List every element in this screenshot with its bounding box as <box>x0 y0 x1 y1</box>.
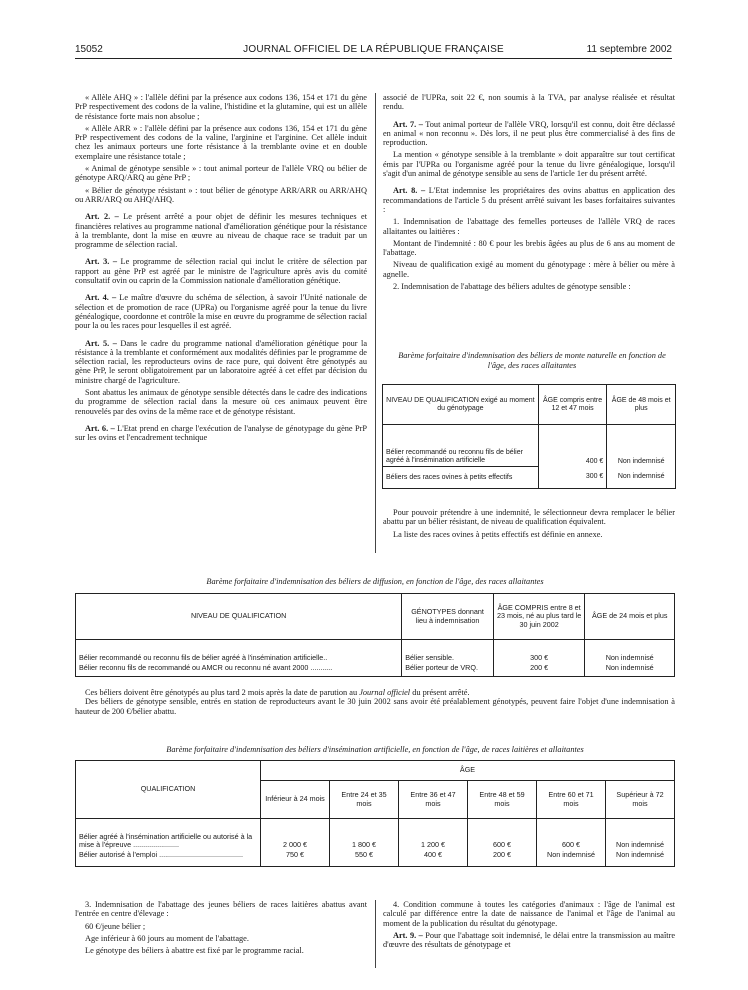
cell-value: 600 € <box>537 819 606 851</box>
paragraph: 3. Indemnisation de l'abattage des jeunes béliers de races laitières abattus avant l'entrée en centre d'élevage : <box>75 900 367 919</box>
paragraph: La mention « génotype sensible à la tremblante » doit apparaître sur tout certificat émis par l'UPRa ou l'organisme agréé pour la tenue du livre généalogique, lorsqu'il s'agit d'un animal de génotype sensible au sens de l'article 1er du présent arrêté. <box>383 150 675 179</box>
cell-value: 400 € <box>538 425 607 467</box>
cell-value: Non indemnisé <box>585 663 675 677</box>
table1-title: Barème forfaitaire d'indemnisation des béliers de monte naturelle en fonction de l'âge, des races allaitantes <box>398 351 666 370</box>
cell-value: Bélier porteur de VRQ. <box>402 663 494 677</box>
note-text: Ces béliers doivent être génotypés au plus tard 2 mois après la date de parution au <box>85 688 360 697</box>
article-6 <box>75 424 367 443</box>
article-text: Le programme de sélection racial qui inclut le critère de sélection par rapport au gène PrP est agréé par le ministre de l'agriculture après avis du comité consultatif ovin ou caprin de la Commission nationale d'amélioration génétique. <box>75 257 367 286</box>
article-label: Art. 8. – <box>393 186 426 196</box>
article-9 <box>383 931 675 950</box>
paragraph: Montant de l'indemnité : 80 € pour les brebis âgées au plus de 6 ans au moment de l'abattage. <box>383 238 675 258</box>
page-number: 15052 <box>75 44 103 55</box>
cell-value: 200 € <box>493 663 585 677</box>
column-header: NIVEAU DE QUALIFICATION <box>76 594 402 640</box>
article-5 <box>75 339 367 385</box>
article-label: Art. 6. – <box>85 423 115 433</box>
cell-value: Non indemnisé <box>607 425 676 467</box>
column-rule <box>375 900 376 968</box>
article-label: Art. 7. – <box>393 119 423 129</box>
cell-value: 750 € <box>261 850 330 866</box>
age-header: Inférieur à 24 mois <box>261 781 330 819</box>
column-header: ÂGE de 48 mois et plus <box>607 385 676 425</box>
column-rule <box>375 93 376 553</box>
age-header: Entre 48 et 59 mois <box>468 781 537 819</box>
article-text: Pour que l'abattage soit indemnisé, le délai entre la transmission au maître d'œuvre des résultats de génotypage et <box>383 930 676 950</box>
table-row <box>76 819 675 851</box>
cell-value: Non indemnisé <box>606 850 675 866</box>
row-label: Bélier reconnu fils de recommandé ou AMCR ou reconnu né avant 2000 ........... <box>76 663 402 677</box>
column-header: ÂGE compris entre 12 et 47 mois <box>538 385 607 425</box>
column-header: ÂGE de 24 mois et plus <box>585 594 675 640</box>
article-7 <box>383 120 675 148</box>
article-text: Le maître d'œuvre du schéma de sélection, à savoir l'Unité nationale de sélection et de promotion de race (UPRa) ou l'organisme agréé pour la tenue du livre généalogique, coordonne et contrôle la mise en œuvre du programme de sélection racial pour la ou les races pour lesquelles il est agréé. <box>75 293 367 331</box>
table-row <box>76 663 675 677</box>
right-column-continued <box>383 508 675 542</box>
table2-notes <box>75 688 675 716</box>
note-journal: Journal officiel <box>359 688 411 697</box>
column-header: ÂGE COMPRIS entre 8 et 23 mois, né au plus tard le 30 juin 2002 <box>493 594 585 640</box>
cell-value: 200 € <box>468 850 537 866</box>
cell-value: Non indemnisé <box>585 640 675 664</box>
column-header: GÉNOTYPES donnant lieu à indemnisation <box>402 594 494 640</box>
cell-value: 1 200 € <box>399 819 468 851</box>
cell-value: Non indemnisé <box>606 819 675 851</box>
article-2 <box>75 212 367 249</box>
bottom-right-column <box>383 900 675 952</box>
table2-title: Barème forfaitaire d'indemnisation des béliers de diffusion, en fonction de l'âge, des races allaitantes <box>206 577 544 586</box>
row-label: Bélier recommandé ou reconnu fils de bélier agréé à l'insémination artificielle <box>383 425 539 467</box>
table-insemination <box>75 760 675 867</box>
row-label: Bélier autorisé à l'emploi .......................................... <box>76 850 261 866</box>
paragraph: « Animal de génotype sensible » : tout animal porteur de l'allèle VRQ ou bélier de génotype ARQ/ARQ au gène PrP ; <box>75 164 367 183</box>
row-label: Bélier agréé à l'insémination artificielle ou autorisé à la mise à l'épreuve ....................... <box>76 819 261 851</box>
paragraph: Niveau de qualification exigé au moment du génotypage : mère à bélier ou mère à agnelle. <box>383 260 675 279</box>
age-header: Entre 24 et 35 mois <box>330 781 399 819</box>
age-header: Entre 60 et 71 mois <box>537 781 606 819</box>
paragraph: Age inférieur à 60 jours au moment de l'abattage. <box>85 933 249 943</box>
article-text: Dans le cadre du programme national d'amélioration génétique pour la résistance à la tremblante et conformément aux modalités définies par le programme de sélection racial, les reproducteurs ovins de race pure, qui doivent être génotypés au gène PrP, le seront obligatoirement par un laboratoire agréé à cet effet par décision du ministre chargé de l'agriculture. <box>75 338 368 385</box>
age-header: Supérieur à 72 mois <box>606 781 675 819</box>
cell-value: 300 € <box>538 467 607 489</box>
paragraph: Le génotype des béliers à abattre est fixé par le programme racial. <box>85 946 304 956</box>
article-label: Art. 2. – <box>85 212 119 222</box>
article-8 <box>383 186 675 214</box>
cell-value: 1 800 € <box>330 819 399 851</box>
row-label: Bélier recommandé ou reconnu fils de bélier agréé à l'insémination artificielle.. <box>76 640 402 664</box>
note: Des béliers de génotype sensible, entrés en station de reproducteurs avant le 30 juin 2002 sans avoir été préalablement génotypés, peuvent faire l'objet d'une indemnisation à hauteur de 200 €/bélier abattu. <box>75 697 675 716</box>
article-label: Art. 4. – <box>85 293 117 303</box>
article-label: Art. 9. – <box>393 930 423 940</box>
table-row <box>383 425 676 467</box>
paragraph: « Allèle AHQ » : l'allèle défini par la présence aux codons 136, 154 et 171 du gène PrP respectivement des codons de la valine, l'histidine et la glutamine, qui est un allèle de résistance forte mais non absolue ; <box>75 93 367 121</box>
cell-value: Non indemnisé <box>607 467 676 489</box>
paragraph: 60 €/jeune bélier ; <box>85 921 146 931</box>
paragraph: « Allèle ARR » : l'allèle défini par la présence aux codons 136, 154 et 171 du gène PrP respectivement des codons de la valine, l'arginine et l'arginine. Cet allèle induit chez les animaux porteurs une forte résistance à la tremblante ovine et en double exemplaire une résistance totale ; <box>75 123 367 161</box>
column-header: QUALIFICATION <box>76 761 261 819</box>
cell-value: 2 000 € <box>261 819 330 851</box>
paragraph: 2. Indemnisation de l'abattage des béliers adultes de génotype sensible : <box>393 282 631 292</box>
article-label: Art. 5. – <box>85 338 117 348</box>
table3-title: Barème forfaitaire d'indemnisation des béliers d'insémination artificielle, en fonction de l'âge, de races laitières et allaitantes <box>166 745 584 754</box>
paragraph: associé de l'UPRa, soit 22 €, non soumis à la TVA, par analyse réalisée et résultat rendu. <box>383 93 675 112</box>
article-4 <box>75 293 367 330</box>
article-text: L'Etat indemnise les propriétaires des ovins abattus en application des recommandations de l'article 5 du présent arrêté suivant les bases forfaitaires suivantes : <box>383 186 675 214</box>
cell-value: Non indemnisé <box>537 850 606 866</box>
cell-value: Bélier sensible. <box>402 640 494 664</box>
cell-value: 600 € <box>468 819 537 851</box>
right-column <box>383 93 675 294</box>
cell-value: 400 € <box>399 850 468 866</box>
table-monte-naturelle <box>382 384 676 489</box>
article-label: Art. 3. – <box>85 257 117 267</box>
paragraph: Sont abattus les animaux de génotype sensible détectés dans le cadre des indications du programme de sélection racial dans la mesure où ces animaux peuvent être renouvelés par des ovins de la même race et de génotype résistant. <box>75 388 367 416</box>
left-column <box>75 93 367 446</box>
article-text: Tout animal porteur de l'allèle VRQ, lorsqu'il est connu, doit être déclassé en animal « non reconnu ». Dès lors, il ne peut plus être commercialisé à des fins de reproduction. <box>383 119 675 148</box>
article-text: Le présent arrêté a pour objet de définir les mesures techniques et financières relatives au programme national d'amélioration génétique pour la résistance à la tremblante, dont la mise en œuvre au niveau de chaque race se traduit par un programme de sélection racial. <box>75 212 368 250</box>
column-header: NIVEAU DE QUALIFICATION exigé au moment du génotypage <box>383 385 539 425</box>
table-row <box>76 640 675 664</box>
paragraph: Pour pouvoir prétendre à une indemnité, le sélectionneur devra remplacer le bélier abattu par un bélier résistant, de niveau de qualification équivalent. <box>383 508 675 527</box>
article-text: L'Etat prend en charge l'exécution de l'analyse de génotypage du gène PrP sur les ovins et l'encadrement technique <box>75 423 367 443</box>
table-header-row <box>76 761 675 781</box>
table-header-row <box>383 385 676 425</box>
table-row <box>76 850 675 866</box>
paragraph: 4. Condition commune à toutes les catégories d'animaux : l'âge de l'animal est calculé par différence entre la date de naissance de l'animal et l'âge de l'animal au moment de la publication du résultat du génotypage. <box>383 900 675 928</box>
row-label: Béliers des races ovines à petits effectifs <box>383 467 539 489</box>
table-diffusion <box>75 593 675 677</box>
cell-value: 300 € <box>493 640 585 664</box>
bottom-left-column <box>75 900 367 958</box>
paragraph: La liste des races ovines à petits effectifs est définie en annexe. <box>393 529 603 539</box>
table-header-row <box>76 594 675 640</box>
table-row <box>383 467 676 489</box>
paragraph: 1. Indemnisation de l'abattage des femelles porteuses de l'allèle VRQ de races allaitantes ou laitières : <box>383 217 675 236</box>
age-header: Entre 36 et 47 mois <box>399 781 468 819</box>
publication-date: 11 septembre 2002 <box>586 44 672 55</box>
note <box>75 688 675 697</box>
note-text: du présent arrêté. <box>410 688 470 697</box>
page-header <box>75 44 672 59</box>
cell-value: 550 € <box>330 850 399 866</box>
paragraph: « Bélier de génotype résistant » : tout bélier de génotype ARR/ARR ou ARR/AHQ ou ARR/ARQ ou AHQ/AHQ. <box>75 185 367 204</box>
article-3 <box>75 257 367 285</box>
journal-title: JOURNAL OFFICIEL DE LA RÉPUBLIQUE FRANÇAISE <box>243 44 504 55</box>
column-header: ÂGE <box>261 761 675 781</box>
